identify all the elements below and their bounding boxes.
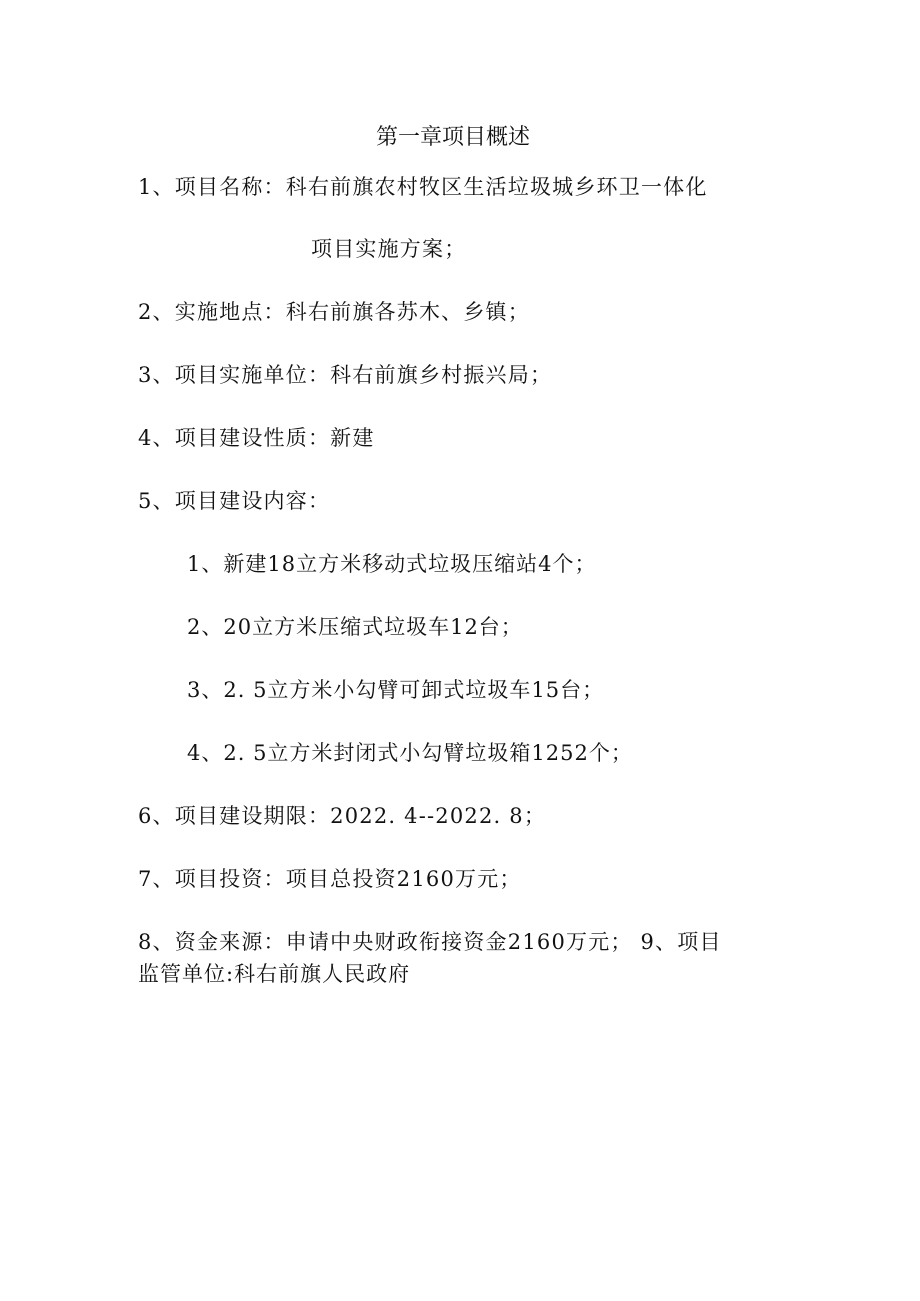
chapter-title: 第一章项目概述 <box>375 125 530 150</box>
subitem-compression-truck: 2、20立方米压缩式垃圾车12台； <box>187 615 523 639</box>
item-construction-period: 6、项目建设期限：2022. 4--2022. 8； <box>138 804 547 828</box>
item-investment: 7、项目投资：项目总投资2160万元； <box>138 867 522 891</box>
subitem-garbage-bin: 4、2. 5立方米封闭式小勾臂垃圾箱1252个； <box>187 741 633 765</box>
item-project-name: 1、项目名称：科右前旗农村牧区生活垃圾城乡环卫一体化 <box>138 175 708 199</box>
item-construction-nature: 4、项目建设性质：新建 <box>138 426 375 450</box>
item-supervising-unit: 监管单位:科右前旗人民政府 <box>138 962 411 986</box>
item-implementing-unit: 3、项目实施单位：科右前旗乡村振兴局； <box>138 363 553 387</box>
subitem-compression-station: 1、新建18立方米移动式垃圾压缩站4个； <box>187 552 597 576</box>
item-construction-content: 5、项目建设内容： <box>138 489 331 513</box>
item-project-name-continued: 项目实施方案； <box>311 237 467 261</box>
item-location: 2、实施地点：科右前旗各苏木、乡镇； <box>138 300 530 324</box>
subitem-hook-arm-truck: 3、2. 5立方米小勾臂可卸式垃圾车15台； <box>187 678 605 702</box>
item-fund-source: 8、资金来源：申请中央财政衔接资金2160万元； 9、项目 <box>138 930 722 954</box>
